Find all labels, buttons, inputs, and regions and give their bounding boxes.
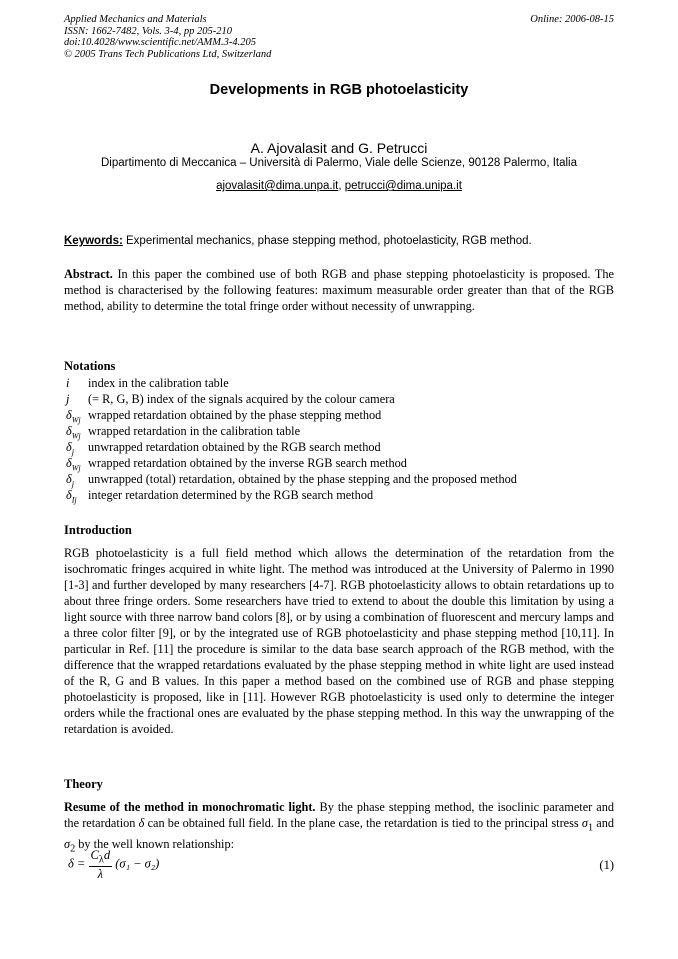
equation-lhs: δ =: [68, 856, 86, 871]
equation-rhs: (σ₁ − σ₂): [115, 856, 160, 871]
notations-heading: Notations: [64, 359, 116, 373]
equation-fraction: $\frac{C_\lambda d}{\lambda}$: [90, 848, 111, 881]
abstract-label: Abstract.: [64, 267, 113, 281]
theory-subheading: Resume of the method in monochromatic light.: [64, 800, 316, 814]
keywords-text: Experimental mechanics, phase stepping method, photoelasticity, RGB method.: [126, 235, 532, 247]
notation-row: $\delta_{Wj}$ wrapped retardation in the calibration table: [66, 424, 301, 441]
notation-row: j (= R, G, B) index of the signals acquired by the colour camera: [66, 392, 395, 406]
notation-row: $\delta_{Wj}$ wrapped retardation obtained by the phase stepping method: [66, 408, 382, 425]
keywords: Keywords: Experimental mechanics, phase stepping method, photoelasticity, RGB method.: [64, 235, 532, 247]
online-date: Online: 2006-08-15: [530, 14, 614, 25]
theory-paragraph: Resume of the method in monochromatic light. By the phase stepping method, the isoclinic parameter and the retardation δ can be obtained full field. In the plane case, the retardation is tied to the principal stress $\sigma_1$ and $\sigma_2$ by the well known relationship:: [64, 800, 615, 855]
abstract: [64, 266, 614, 314]
authors: A. Ajovalasit and G. Petrucci: [250, 140, 428, 156]
keywords-label: Keywords: [64, 235, 119, 247]
issn-line: ISSN: 1662-7482, Vols. 3-4, pp 205-210: [64, 25, 232, 37]
introduction-heading: Introduction: [64, 523, 132, 537]
notation-row: $\delta_{Wj}$ wrapped retardation obtained by the inverse RGB search method: [66, 456, 407, 473]
theory-heading: Theory: [64, 777, 103, 791]
affiliation: Dipartimento di Meccanica – Università di Palermo, Viale delle Scienze, 90128 Palermo, Italia: [101, 157, 577, 169]
introduction-text: RGB photoelasticity is a full field method which allows the determination of the retardation from the isochromatic fringes acquired in white light. The method was introduced at the University of Palermo in 1990 [1-3] and further developed by many researchers [4-7]. RGB photoelasticity allows to obtain retardations up to about three fringe orders. Some researchers have tried to extend to about the double this limitation by using a light source with three narrow band colors [8], or by using a combination of fluorescent and mercury lamps and a three color filter [9], or by the integrated use of RGB photoelasticity and phase stepping method [10,11]. In particular in Ref. [11] the procedure is similar to the data base search approach of the RGB method, with the difference that the wrapped retardations evaluated by the phase stepping method in white light are used instead of the R, G and B values. In this paper a method based on the combined use of RGB and phase stepping photoelasticity is proposed, like in [11]. However RGB photoelasticity is used only to determine the integer orders while the fractional ones are evaluated by the phase stepping method. In this way the unwrapping of the retardation is avoided.: [64, 546, 614, 736]
paper-title: Developments in RGB photoelasticity: [209, 82, 469, 98]
doi-line: doi:10.4028/www.scientific.net/AMM.3-4.205: [64, 37, 256, 48]
notations-list: [64, 375, 614, 503]
email-link-2[interactable]: petrucci@dima.unipa.it: [344, 180, 462, 192]
equation-1: [68, 848, 614, 886]
abstract-text: In this paper the combined use of both RGB and phase stepping photoelasticity is proposed. The method is characterised by the following features: maximum measurable order greater than that of the RGB method, ability to determine the total fringe order without necessity of unwrapping.: [64, 267, 614, 313]
email-link-1[interactable]: ajovalasit@dima.unpa.it: [216, 180, 339, 192]
notation-row: $\delta_j$ unwrapped retardation obtained by the RGB search method: [66, 440, 381, 457]
notation-row: i index in the calibration table: [66, 376, 229, 390]
emails: ajovalasit@dima.unpa.it, petrucci@dima.unipa.it: [216, 180, 462, 192]
journal-name: Applied Mechanics and Materials: [64, 14, 207, 25]
equation-number: (1): [599, 858, 614, 872]
notation-row: $\delta_j$ unwrapped (total) retardation, obtained by the phase stepping and the proposed method: [66, 472, 517, 489]
copyright-line: © 2005 Trans Tech Publications Ltd, Switzerland: [64, 48, 272, 60]
publication-meta: [64, 14, 614, 60]
notation-row: $\delta_{Ij}$ integer retardation determined by the RGB search method: [66, 488, 374, 505]
